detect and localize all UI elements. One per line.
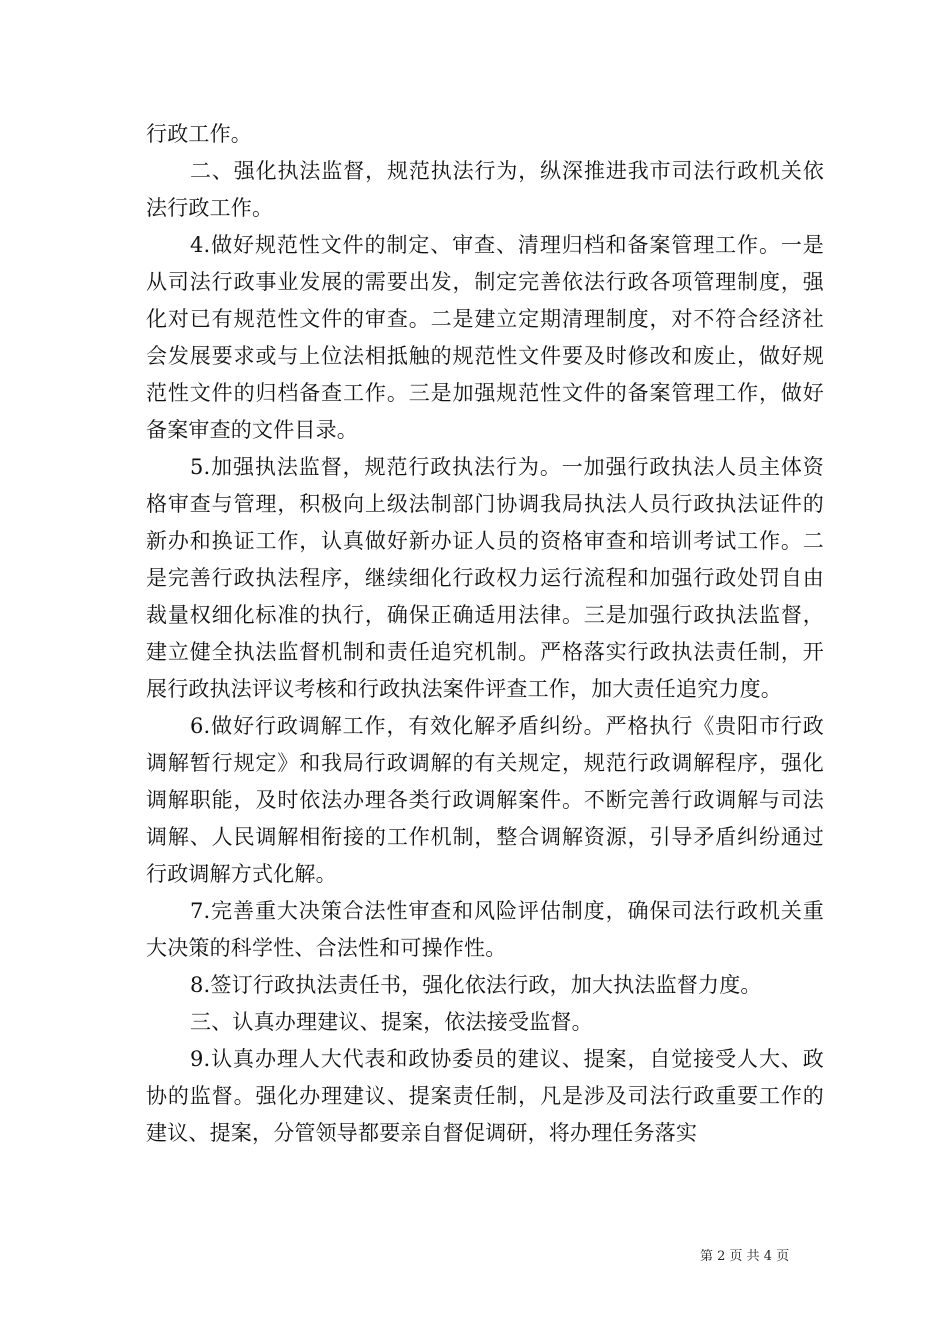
paragraph-continuation: 行政工作。 <box>146 122 252 146</box>
paragraph-item-7: 7.完善重大决策合法性审查和风险评估制度，确保司法行政机关重大决策的科学性、合法性和可操作性。 <box>146 899 824 960</box>
paragraph-item-8: 8.签订行政执法责任书，强化依法行政，加大执法监督力度。 <box>190 973 762 997</box>
paragraph-item-9: 9.认真办理人大代表和政协委员的建议、提案，自觉接受人大、政协的监督。强化办理建议、提案责任制，凡是涉及司法行政重要工作的建议、提案，分管领导都要亲自督促调研，将办理任务落实 <box>146 1047 824 1145</box>
section-heading-2: 二、强化执法监督，规范执法行为，纵深推进我市司法行政机关依法行政工作。 <box>146 159 824 220</box>
paragraph-item-5: 5.加强执法监督，规范行政执法行为。一加强行政执法人员主体资格审查与管理，积极向上级法制部门协调我局执法人员行政执法证件的新办和换证工作，认真做好新办证人员的资格审查和培训考试工作。二是完善行政执法程序，继续细化行政权力运行流程和加强行政处罚自由裁量权细化标准的执行，确保正确适用法律。三是加强行政执法监督，建立健全执法监督机制和责任追究机制。严格落实行政执法责任制，开展行政执法评议考核和行政执法案件评查工作，加大责任追究力度。 <box>146 455 824 701</box>
section-heading-3: 三、认真办理建议、提案，依法接受监督。 <box>190 1010 593 1034</box>
page-number-footer: 第 2 页 共 4 页 <box>700 1249 790 1264</box>
document-body <box>146 116 824 1152</box>
paragraph-item-4: 4.做好规范性文件的制定、审查、清理归档和备案管理工作。一是从司法行政事业发展的需要出发，制定完善依法行政各项管理制度，强化对已有规范性文件的审查。二是建立定期清理制度，对不符合经济社会发展要求或与上位法相抵触的规范性文件要及时修改和废止，做好规范性文件的归档备查工作。三是加强规范性文件的备案管理工作，做好备案审查的文件目录。 <box>146 233 824 442</box>
paragraph-item-6: 6.做好行政调解工作，有效化解矛盾纠纷。严格执行《贵阳市行政调解暂行规定》和我局行政调解的有关规定，规范行政调解程序，强化调解职能，及时依法办理各类行政调解案件。不断完善行政调解与司法调解、人民调解相衔接的工作机制，整合调解资源，引导矛盾纠纷通过行政调解方式化解。 <box>146 714 824 886</box>
